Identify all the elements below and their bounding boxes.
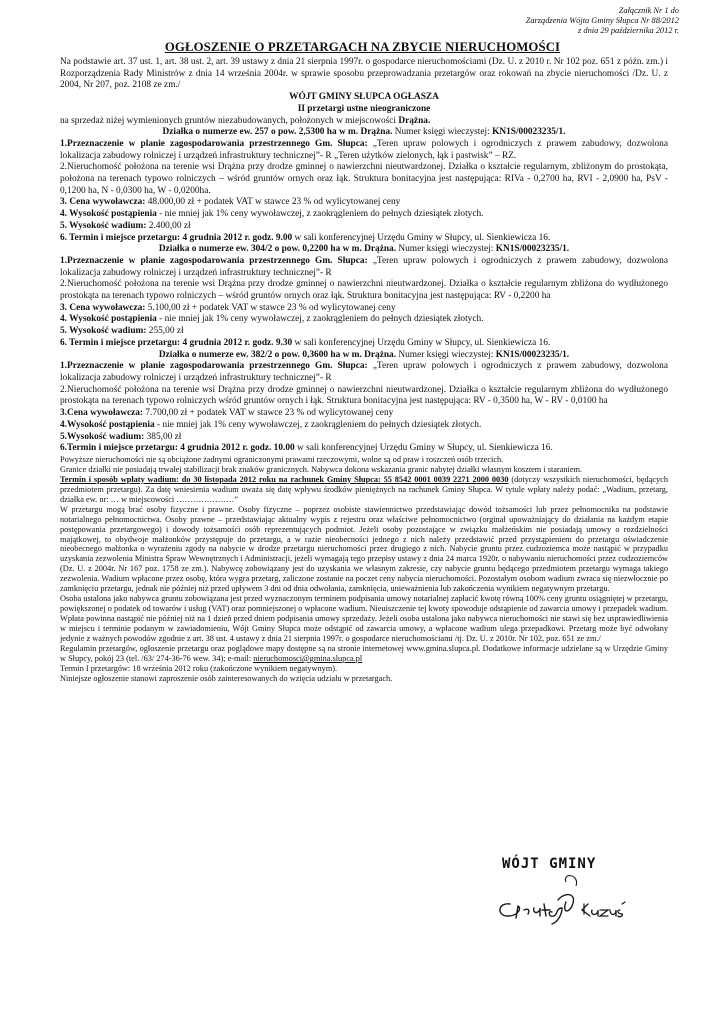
legal-basis-paragraph: Na podstawie art. 37 ust. 1, art. 38 ust. 2, art. 39 ustawy z dnia 21 sierpnia 1997r. o gospodarce nieruchomościami (Dz. U. z 2010 r. Nr 102 poz. 651 z późn. zm.) i Rozporządzenia Rady Ministrów z dnia 14 września 2004r. w sprawie sposobu przeprowadzania przetargów oraz rokowań na zbycie nieruchomości /Dz. U. z 2004, Nr 207, poz. 2108 ze zm./ <box>60 57 668 91</box>
tender-type-heading: II przetargi ustne nieograniczone <box>297 103 431 114</box>
invitation-note: Niniejsze ogłoszenie stanowi zaproszenie osób zainteresowanych do wzięcia udziału w przetargach. <box>60 673 393 683</box>
plot-date-place: 6. Termin i miejsce przetargu: 4 grudnia 2012 r. godz. 9.30 w sali konferencyjnej Urzędu Gminy w Słupcy, ul. Sienkiewicza 16. <box>60 337 551 348</box>
signature-block <box>488 852 648 942</box>
plot-date-place: 6.Termin i miejsce przetargu: 4 grudnia 2012 r. godz. 10.00 w sali konferencyjnej Urzędu Gminy w Słupcy, ul. Sienkiewicza 16. <box>60 443 553 454</box>
plot-heading: Działka o numerze ew. 257 o pow. 2,5300 ha w m. Drążna. Numer księgi wieczystej: KN1S/00023235/1. <box>162 127 566 138</box>
ordinance-date-line: z dnia 29 października 2012 r. <box>578 26 679 36</box>
plot-heading: Działka o numerze ew. 382/2 o pow. 0,3600 ha w m. Drążna. Numer księgi wieczystej: KN1S/00023235/1. <box>158 349 570 360</box>
plot-price: 3. Cena wywoławcza: 48.000,00 zł + podatek VAT w stawce 23 % od wylicytowanej ceny <box>60 197 401 208</box>
general-conditions <box>60 455 668 684</box>
ordinance-line: Zarządzenia Wójta Gminy Słupca Nr 88/2012 <box>525 16 679 26</box>
email-link[interactable]: nieruchomosci@gmina.slupca.pl <box>253 653 363 663</box>
signature-title: WÓJT GMINY <box>502 856 597 872</box>
plot-deposit: 5. Wysokość wadium: 255,00 zł <box>60 326 184 337</box>
plot-description: 2.Nieruchomość położona na terenie wsi Drążna przy drodze gminnej o nawierzchni nieutwardzonej. Działka o kształcie regularnym, zbliżonym do prostokąta, położona na terenach typowo rolniczych – wśród gruntów ornych oraz łąk. Struktura bonitacyjna jest następująca: RIVa - 0,2700 ha, RVI - 2,0900 ha, PsV - 0,1200 ha, N - 0,0300 ha, W - 0,0200ha. <box>60 162 668 196</box>
plot-date-place: 6. Termin i miejsce przetargu: 4 grudnia 2012 r. godz. 9.00 w sali konferencyjnej Urzędu Gminy w Słupcy, ul. Sienkiewicza 16. <box>60 232 551 243</box>
plot-section <box>60 350 668 455</box>
plot-increment: 4. Wysokość postąpienia - nie mniej jak 1% ceny wywoławczej, z zaokrągleniem do pełnych dziesiątek złotych. <box>60 209 484 220</box>
plot-purpose: 1.Przeznaczenie w planie zagospodarowania przestrzennego Gm. Słupca: „Teren upraw polowych i ogrodniczych z prawem zabudowy, dozwolona lokalizacja zabudowy rolniczej i urządzeń infrastruktury technicznej”- R <box>60 255 668 278</box>
info-note: Regulamin przetargów, ogłoszenie przetargu oraz poglądowe mapy dostępne są na stronie internetowej www.gmina.slupca.pl. Dodatkowe informacje udzielane są w Urzędzie Gminy w Słupcy, pokój 23 (tel. /63/ 274-36-76 wew. 34); e-mail: nieruchomosci@gmina.slupca.pl <box>60 644 668 663</box>
plot-price: 3.Cena wywoławcza: 7.700,00 zł + podatek VAT w stawce 23 % od wylicytowanej ceny <box>60 408 394 419</box>
sale-line: na sprzedaż niżej wymienionych gruntów niezabudowanych, położonych w miejscowości Drążna. <box>60 115 431 126</box>
announce-heading: WÓJT GMINY SŁUPCA OGŁASZA <box>289 92 439 103</box>
deposit-payment-note: Termin i sposób wpłaty wadium: do 30 listopada 2012 roku na rachunek Gminy Słupca: 55 8542 0001 0039 2271 2000 0030 (dotyczy wszystkich nieruchomości, będących przedmiotem przetargu). Za datę wniesienia wadium uważa się datę wpływu środków pieniężnych na rachunek Gminy Słupca. W tytule wpłaty należy podać: „Wadium, przetarg, działka ew. nr: … w miejscowości …………………” <box>60 474 668 504</box>
participation-note: W przetargu mogą brać osoby fizyczne i prawne. Osoby fizyczne – poprzez osobiste stawiennictwo przedstawiając dowód tożsamości lub przez pełnomocnika na podstawie notarialnego pełnomocnictwa. Osoby prawne – przedstawiając aktualny wypis z rejestru oraz właściwe pełnomocnictwo (orginał upoważniający do działania na każdym etapie postępowania przetargowego) i dowody tożsamości osób reprezentujących podmiot. Jeżeli osoby pozostające w związku małżeńskim nie posiadają umowy o rozdzielności majątkowej, to obydwoje małżonków przystępuje do przetargu, a w razie nieobecności jednego z nich należy przedstawić przed przystąpieniem do przetargu oświadczenie nieobecnego małżonka o wyrażeniu zgody na nabycie w drodze przetargu nieruchomości przez drugiego z nich. Nabycie gruntu przez cudzoziemca może nastąpić w przypadku uzyskania zezwolenia Ministra Spraw Wewnętrznych i Administracji, jeżeli wymagają tego przepisy ustawy z dnia 24 marca 1920r. o nabywaniu nieruchomości przez cudzoziemców (Dz. U. z 2004r. Nr 167 poz. 1758 ze zm.). Nabywcę zobowiązany jest do uzyskania we własnym zakresie, czy nabycie gruntu będącego przedmiotem przetargu wymaga takiego zezwolenia. Wadium wpłacone przez osobę, która wygra przetarg, zaliczone zostanie na poczet ceny nabycia nieruchomości. Pozostałym osobom wadium zwraca się niezwłocznie po zamknięciu przetargu, jednak nie później niż przed upływem 3 dni od dnia odwołania, zamknięcia, unieważnienia lub zakończenia wynikiem negatywnym przetargu. <box>60 504 668 594</box>
boundary-note: Granice działki nie posiadają trwałej stabilizacji brak znaków granicznych. Nabywca dokona wskazania granic nabytej działki własnym kosztem i staraniem. <box>60 464 583 474</box>
document-title: OGŁOSZENIE O PRZETARGACH NA ZBYCIE NIERUCHOMOŚCI <box>164 40 561 54</box>
plot-purpose: 1.Przeznaczenie w planie zagospodarowania przestrzennego Gm. Słupca: „Teren upraw polowych i ogrodniczych z prawem zabudowy, dozwolona lokalizacja zabudowy rolniczej i urządzeń infrastruktury technicznej”- R „Teren użytków zielonych, łąk i pastwisk” – RZ. <box>60 138 668 161</box>
plot-section <box>60 244 668 349</box>
plot-description: 2.Nieruchomość położona na terenie wsi Drążna przy drodze gminnej o nawierzchni nieutwardzonej. Działka o kształcie regularnym zbliżona do wydłużonego prostokąta na terenach typowo rolniczych wśród gruntów ornych i łąk. Struktura bonitacyjna jest następująca: RV - 0,3500 ha, W - RV - 0,0100 ha <box>60 384 668 407</box>
attachment-line: Załącznik Nr 1 do <box>618 6 679 15</box>
plot-deposit: 5. Wysokość wadium: 2.400,00 zł <box>60 220 191 231</box>
plot-description: 2.Nieruchomość położona na terenie wsi Drążna przy drodze gminnej o nawierzchni nieutwardzonej. Działka o kształcie regularnym zbliżona do wydłużonego prostokąta na terenach typowo rolniczych – wśród gruntów ornych oraz łąk. Struktura bonitacyjna jest następująca: RV - 0,2200 ha <box>60 279 668 302</box>
plot-increment: 4. Wysokość postąpienia - nie mniej jak 1% ceny wywoławczej, z zaokrągleniem do pełnych dziesiątek złotych. <box>60 314 484 325</box>
encumbrance-note: Powyższe nieruchomości nie są obciążone żadnymi ograniczonymi prawami rzeczowymi, wolne są od praw i roszczeń osób trzecich. <box>60 454 504 464</box>
first-tender-note: Termin I przetargów: 18 września 2012 roku (zakończone wynikiem negatywnym). <box>60 663 338 673</box>
document-body <box>60 57 668 684</box>
plot-purpose: 1.Przeznaczenie w planie zagospodarowania przestrzennego Gm. Słupca: „Teren upraw polowych i ogrodniczych z prawem zabudowy, dozwolona lokalizacja zabudowy rolniczej i urządzeń infrastruktury technicznej”- R <box>60 361 668 383</box>
plot-increment: 4.Wysokość postąpienia - nie mniej jak 1% ceny wywoławczej, z zaokrągleniem do pełnych dziesiątek złotych. <box>60 419 482 430</box>
plot-heading: Działka o numerze ew. 304/2 o pow. 0,2200 ha w m. Drążna. Numer księgi wieczystej: KN1S/00023235/1. <box>158 244 570 255</box>
handwritten-signature <box>488 852 648 942</box>
buyer-obligation-note: Osoba ustalona jako nabywca gruntu zobowiązana jest przed wyznaczonym terminem podpisania umowy notarialnej zapłacić kwotę równą 100% ceny gruntu osiągniętej w przetargu, powiększonej o podatek od towarów i usług (VAT) oraz pomniejszonej o wpłacone wadium. Nieuiszczenie tej kwoty spowoduje odstąpienie od zawarcia umowy i przepadek wadium. Wpłata powinna nastąpić nie później niż na 1 dzień przed dniem podpisania umowy sprzedaży. Jeżeli osoba ustalona jako nabywca nieruchomości nie stawi się bez usprawiedliwienia w miejscu i terminie podanym w zawiadomieniu, Wójt Gminy Słupca może odstąpić od zawarcia umowy, a wpłacone wadium ulega przepadkowi. Przetarg może być odwołany jedynie z ważnych powodów zgodnie z art. 38 ust. 4 ustawy z dnia 21 sierpnia 1997r. o gospodarce nieruchomościami /tj. Dz. U. z 2010r. Nr 102, poz. 651 ze zm./ <box>60 594 668 644</box>
attachment-header <box>419 6 679 37</box>
plot-section <box>60 127 668 244</box>
plot-deposit: 5.Wysokość wadium: 385,00 zł <box>60 431 182 442</box>
plot-price: 3. Cena wywoławcza: 5.100,00 zł + podatek VAT w stawce 23 % od wylicytowanej ceny <box>60 302 396 313</box>
